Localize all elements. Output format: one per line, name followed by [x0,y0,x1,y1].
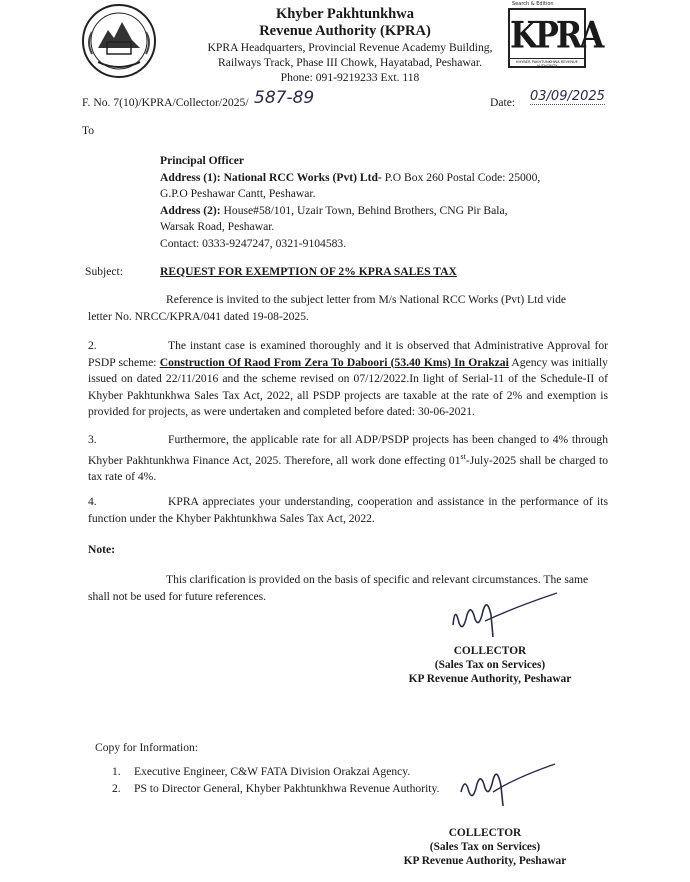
paragraph-4-text: KPRA appreciates your understanding, cooperation and assistance in the performance of its function under the Khyber Pakhtunkhwa Sales Tax Act, 2022. [88,495,608,525]
paragraph-2-number: 2. [88,339,97,352]
signature-2-title: COLLECTOR [448,827,522,839]
address2-label: Address (2): [160,203,221,217]
signature-1-subtitle: (Sales Tax on Services) [434,659,546,671]
collector-signature-1 [445,585,565,645]
address2-rest: House#58/101, Uzair Town, Behind Brothers, CNG Pir Bala, [220,203,508,217]
header-address [160,40,540,85]
address1-rest: P.O Box 260 Postal Code: 25000, [381,170,541,184]
address1-line2: G.P.O Peshawar Cantt, Peshawar. [160,187,316,200]
paragraph-2 [88,338,608,421]
header-address-line2: Railways Track, Phase III Chowk, Hayatabad, Peshawar. [217,56,483,69]
collector-signature-2 [455,758,575,818]
paragraph-1 [88,292,608,325]
copy-item-text: Executive Engineer, C&W FATA Division Orakzai Agency. [134,765,411,778]
signature-1-org: KP Revenue Authority, Peshawar [408,673,572,685]
copy-heading: Copy for Information: [95,741,199,754]
paragraph-3 [88,432,608,485]
copy-item-number: 1. [112,765,121,778]
recipient-address1 [160,170,600,187]
recipient-block [160,153,600,252]
header-org-name: Khyber Pakhtunkhwa [276,6,414,22]
recipient-address2 [160,203,600,220]
date-handwritten: 03/09/2025 [530,89,605,104]
address2-line2: Warsak Road, Peshawar. [160,220,275,233]
file-number: F. No. 7(10)/KPRA/Collector/2025/ [82,96,249,109]
paragraph-4 [88,494,608,527]
address1-label: Address (1): [160,170,221,184]
signature-2-org: KP Revenue Authority, Peshawar [403,855,567,867]
kpra-logo-top-text: Search & Edition [512,1,554,7]
note-label: Note: [88,543,116,556]
copy-item [112,764,472,781]
date-label: Date: [490,96,516,109]
paragraph-2-text-a: The instant case is examined thoroughly and it is observed that Administrative Approval for PSDP scheme: [88,339,608,369]
paragraph-2-scheme-name: Construction Of Raod From Zera To Daboori (53.40 Kms) In Orakzai [159,355,509,369]
subject-text: REQUEST FOR EXEMPTION OF 2% KPRA SALES TAX [160,265,457,278]
signature-2-subtitle: (Sales Tax on Services) [429,841,541,853]
header-address-line1: KPRA Headquarters, Provincial Revenue Academy Building, [207,41,493,54]
note-line2: shall not be used for future references. [88,589,267,603]
address1-company: National RCC Works (Pvt) Ltd- [223,170,382,184]
copy-item-number: 2. [112,781,121,795]
paragraph-4-number: 4. [88,495,97,508]
header-authority: Revenue Authority (KPRA) [259,23,431,39]
signature-block-2 [395,826,575,868]
copy-item [112,781,472,798]
paragraph-3-text-b: -July-2025 shall be charged to tax rate of 4%. [88,453,608,483]
paragraph-2-text-c: Agency was initially issued on dated 22/11/2016 and the scheme revised on 07/12/2022.In light of Serial-11 of the Schedule-II of Khyber Pakhtunkhwa Sales Tax Act, 2022, all PSDP projects are taxable at the rate of 2% and exemption is provided for projects, as were undertaken and completed before dated: 30-06-2021. [88,355,608,418]
paragraph-3-superscript: st [460,451,466,461]
paragraph-3-text-a: Furthermore, the applicable rate for all ADP/PSDP projects has been changed to 4% through Khyber Pakhtunkhwa Finance Act, 2025. Therefore, all work done effecting 01 [88,433,608,467]
copy-item-text: PS to Director General, Khyber Pakhtunkhwa Revenue Authority. [134,781,440,795]
paragraph-3-number: 3. [88,433,97,446]
subject-label: Subject: [85,265,123,278]
kpra-logo-caption: KHYBER PAKHTUNKHWA REVENUE AUTHORITY [510,58,584,68]
copy-list [112,764,472,797]
kpra-logo-text: KPRA [510,13,602,57]
signature-block-1 [400,644,580,686]
to-label: To [82,124,95,137]
signature-1-title: COLLECTOR [453,645,527,657]
recipient-title: Principal Officer [160,154,245,167]
note-line1: This clarification is provided on the basis of specific and relevant circumstances. The same [166,573,589,586]
file-number-handwritten: 587-89 [254,88,315,108]
paragraph-1-line1: Reference is invited to the subject letter from M/s National RCC Works (Pvt) Ltd vide [166,293,567,306]
recipient-contact: Contact: 0333-9247247, 0321-9104583. [160,236,347,250]
header-phone: Phone: 091-9219233 Ext. 118 [280,71,420,84]
paragraph-1-line2: letter No. NRCC/KPRA/041 dated 19-08-2025. [88,309,309,323]
kpra-logo [508,1,602,68]
